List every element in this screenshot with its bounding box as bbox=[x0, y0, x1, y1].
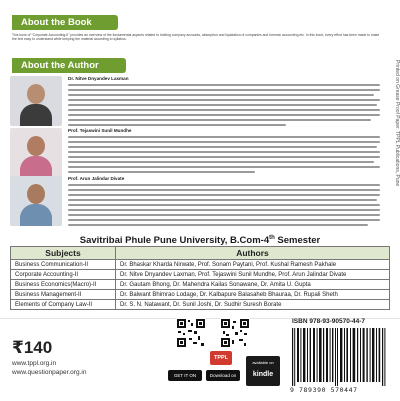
table-cell-subject: Corporate Accounting-II bbox=[11, 270, 116, 280]
book-blurb-text: This book of "Corporate Accounting-II" provides an overview of the fundamental aspects related to holding company accounts, absorption and liquidation of companies and forensic accounting etc. In this book, every effort has been made to make the text easy to understand while keeping the material according to syllabus. bbox=[12, 33, 380, 42]
table-cell-authors: Dr. Nitve Dnyandev Laxman, Prof. Tejaswini Sunil Mundhe, Prof. Arun Jalindar Divate bbox=[116, 270, 390, 280]
author-bio-1 bbox=[10, 76, 380, 132]
table-cell-subject: Business Economics(Macro)-II bbox=[11, 280, 116, 290]
author-photo-head bbox=[27, 84, 45, 104]
price bbox=[12, 338, 52, 358]
table-cell-authors: Dr. S. N. Natawant, Dr. Sunil Joshi, Dr. Sudhir Suresh Borate bbox=[116, 300, 390, 310]
author-photo bbox=[10, 176, 62, 226]
table-cell-authors: Dr. Balwant Bhimrao Lodage, Dr. Kalbapure Balasaheb Bhauraa, Dr. Rupali Sheth bbox=[116, 290, 390, 300]
table-header-subjects: Subjects bbox=[11, 247, 116, 260]
table-row bbox=[11, 260, 390, 270]
table-row bbox=[11, 280, 390, 290]
isbn-barcode bbox=[290, 326, 390, 388]
price-value: 140 bbox=[23, 338, 53, 357]
table-header-authors: Authors bbox=[116, 247, 390, 260]
author-photo-body bbox=[20, 156, 52, 178]
table-cell-subject: Business Communication-II bbox=[11, 260, 116, 270]
caption-ordinal: th bbox=[269, 235, 275, 241]
question-paper-link[interactable]: www.questionpaper.org.in bbox=[12, 369, 87, 376]
table-cell-subject: Elements of Company Law-II bbox=[11, 300, 116, 310]
table-cell-authors: Dr. Bhaskar Kharda Nirwate, Prof. Sonam Paytani, Prof. Kushal Ramesh Pakhale bbox=[116, 260, 390, 270]
isbn-label: ISBN 978-93-90570-44-7 bbox=[292, 318, 365, 325]
table-row bbox=[11, 290, 390, 300]
author-photo-head bbox=[27, 184, 45, 204]
author-photo-body bbox=[20, 104, 52, 126]
table-row bbox=[11, 270, 390, 280]
app-store-badge[interactable]: Download on App Store bbox=[206, 370, 240, 381]
about-book-heading: About the Book bbox=[12, 15, 118, 30]
qr-code-icon[interactable] bbox=[220, 318, 250, 348]
author-name: Prof. Tejaswini Sunil Mundhe bbox=[68, 128, 132, 133]
author-photo-head bbox=[27, 136, 45, 156]
about-author-heading: About the Author bbox=[12, 58, 126, 73]
table-row bbox=[11, 300, 390, 310]
spine-print-note: Printed on Grease Proof Paper. TPPL Publications, Pune bbox=[394, 60, 400, 187]
author-bio-text bbox=[68, 136, 380, 176]
author-name: Dr. Nitve Dnyandev Laxman bbox=[68, 76, 129, 81]
qr-code-icon[interactable] bbox=[176, 318, 206, 348]
tppl-logo: TPPL bbox=[210, 351, 232, 365]
caption-semester: Semester bbox=[274, 235, 321, 247]
kindle-badge[interactable] bbox=[246, 356, 280, 386]
subjects-table bbox=[10, 246, 390, 310]
author-name: Prof. Arun Jalindar Divate bbox=[68, 176, 125, 181]
google-play-badge[interactable]: GET IT ON Google Play bbox=[168, 370, 202, 381]
author-photo bbox=[10, 76, 62, 126]
table-cell-authors: Dr. Gautam Bhong, Dr. Mahendra Kailas Sonawane, Dr. Amita U. Gupta bbox=[116, 280, 390, 290]
barcode-digits: 9 789390 570447 bbox=[290, 386, 358, 394]
author-photo-body bbox=[20, 204, 52, 226]
author-bio-text bbox=[68, 84, 380, 129]
website-link[interactable]: www.tppl.org.in bbox=[12, 360, 57, 367]
kindle-wordmark: kindle bbox=[252, 371, 274, 378]
kindle-badge-caption: available on bbox=[252, 360, 274, 365]
syllabus-caption bbox=[10, 232, 390, 247]
price-currency-symbol: ₹ bbox=[12, 338, 24, 358]
author-bio-3 bbox=[10, 176, 380, 232]
author-photo bbox=[10, 128, 62, 178]
table-cell-subject: Business Management-II bbox=[11, 290, 116, 300]
table-header-row bbox=[11, 247, 390, 260]
caption-university: Savitribai Phule Pune University, B.Com-4 bbox=[79, 235, 270, 247]
author-bio-text bbox=[68, 184, 380, 229]
